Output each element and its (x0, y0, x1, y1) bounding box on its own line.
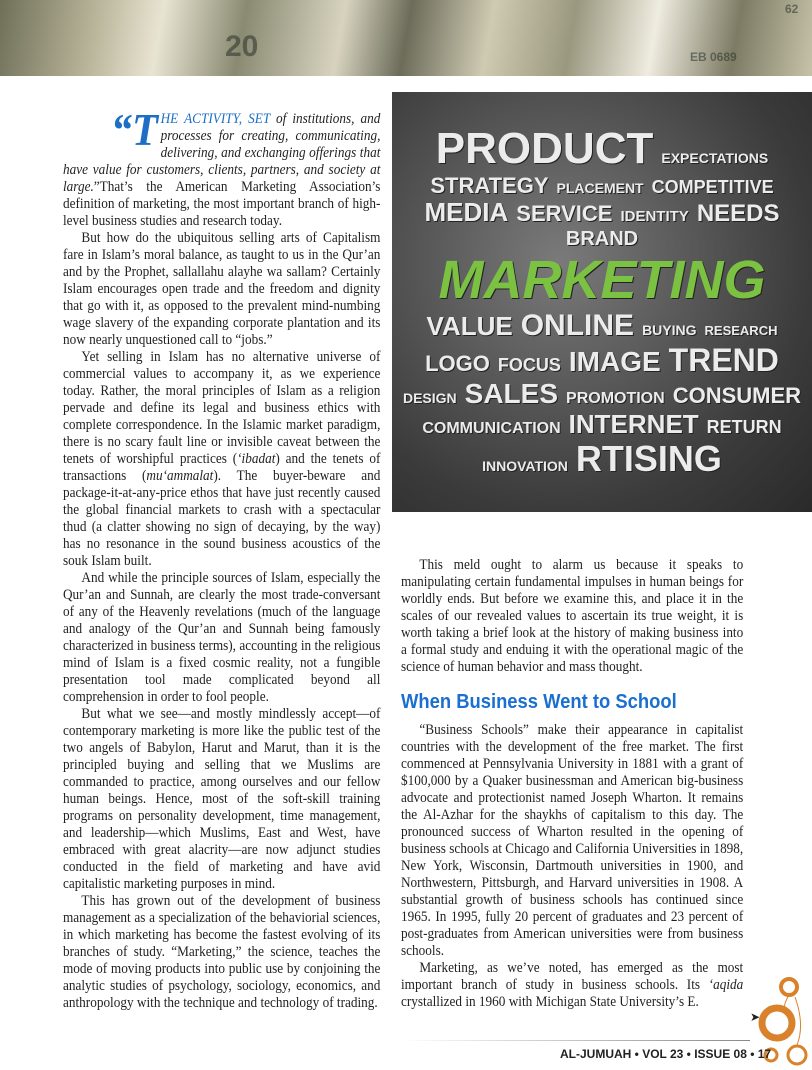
word: INNOVATION (482, 458, 568, 475)
bill-text: EB 0689 (690, 50, 737, 64)
paragraph (401, 960, 743, 1011)
text: ). The buyer-beware and package-it-at-any-price ethos that have just recently caused the global financial markets to crash with a spectacular thud (a clatter showing no sign of decaying, by the way) has no resonance in the sound business acoustics of the souk Islam built. (63, 468, 381, 569)
word: VALUE (426, 311, 513, 342)
text: ”That’s the American Marketing Association’s definition of marketing, the most important branch of high-level business studies and research today. (63, 179, 381, 229)
word: COMPETITIVE (651, 177, 774, 198)
paragraph (63, 104, 381, 230)
lead-caps: HE ACTIVITY, SET (160, 111, 270, 127)
paragraph: But how do the ubiquitous selling arts of Capitalism fare in Islam’s moral balance, as taught to us in the Qur’an and by the Prophet, sallallahu alayhe wa sallam? Certainly Islam encourages open trade and the freedom and dignity that go with it, as opposed to the prevalent mind-numbing wage slavery of the expanding corporate plantation and its now nearly unquestioned call to “jobs.” (63, 230, 381, 348)
drop-quote: “T (110, 104, 158, 155)
word: CONSUMER (672, 383, 802, 409)
word: SALES (464, 378, 559, 410)
word: EXPECTATIONS (661, 150, 769, 167)
bill-text: 20 (225, 30, 259, 63)
word-marketing: MARKETING (438, 249, 766, 310)
word: SERVICE (516, 201, 613, 227)
paragraph: And while the principle sources of Islam, especially the Qur’an and Sunnah, are clearly the most trade-conversant of any of the Heavenly revelations (much of the language and analogy of the Qur’an and Sunnah being famously characterized in business terms), accounting in the religious mind of Islam is a fixed cosmic reality, not a fungible presentation tool made complicated beyond all comprehension in order to fool people. (63, 570, 381, 705)
right-column (401, 557, 743, 1011)
left-column (63, 104, 381, 1012)
word: TREND (668, 341, 779, 378)
word: PROMOTION (566, 390, 665, 408)
text: Yet selling in Islam has no alternative universe of commercial values to accompany it, as we experience today. Rather, the moral principles of Islam as a religion pervade and define its legal and business ethics with complete correspondence. In the Islamic market paradigm, there is no scary fault line or invisible caveat between the tenets of worshipful practices ( (63, 349, 381, 467)
bill-text: 62 (785, 2, 799, 16)
word: RTISING (575, 438, 722, 480)
indent-spacer (63, 111, 111, 162)
word: RESEARCH (704, 323, 778, 339)
paragraph: But what we see—and mostly mindlessly accept—of contemporary marketing is more like the public test of the two angels of Babylon, Harut and Marut, than it is the principled buying and selling that we Muslims are commanded to practice, among ourselves and our fellow human beings. Hence, most of the soft-skill training programs on personality development, time management, and leadership—which Muslims, East and West, have embraced with great alacrity—are now adjunct studies conducted in the field of marketing and have avid capitalistic marketing purposes in mind. (63, 706, 381, 892)
word: IMAGE (568, 345, 661, 377)
paragraph: “Business Schools” make their appearance in capitalist countries with the development of the free market. The first commenced at Pennsylvania University in 1881 with a grant of $100,000 by a Quaker businessman and American big-business advocate and protectionist named Joseph Wharton. It remains the Al-Azhar for the shaykhs of capitalism to this day. The pronounced success of Wharton resulted in the opening of business schools at Chicago and California Universities in 1898, New York, Wisconsin, Dartmouth universities in 1900, and Northwestern, Pittsburgh, and Harvard universities in 1908. A substantial growth of business schools has continued since 1965. In 1995, fully 20 percent of graduates and 23 percent of post-graduates from American universities were from business schools. (401, 722, 744, 959)
word: PRODUCT (435, 124, 654, 174)
page-footer: AL-JUMUAH • VOL 23 • ISSUE 08 • 17 (560, 1047, 772, 1061)
word: STRATEGY (430, 173, 549, 199)
continue-arrow-icon: ➤ (750, 1010, 761, 1024)
text: crystallized in 1960 with Michigan State University’s E. (401, 994, 699, 1010)
term: mu‘ammalat (146, 468, 214, 484)
left-column-wrapper (63, 104, 381, 1012)
money-banner-image (0, 0, 812, 76)
word: BUYING (642, 322, 697, 339)
term: ‘aqida (708, 977, 744, 993)
section-heading: When Business Went to School (401, 691, 677, 713)
word: ONLINE (520, 309, 635, 343)
paragraph (63, 349, 380, 570)
text: ) and the tenets of transactions ( (63, 451, 381, 484)
footer-divider (400, 1040, 750, 1041)
marketing-word-cloud-image (392, 92, 812, 512)
paragraph: This has grown out of the development of business management as a specialization of the behaviorial sciences, in which marketing has become the fastest evolving of its branches of study. “Marketing,” the science, teaches the mode of moving products into public use by conjoining the analytic studies of psychology, sociology, economics, and anthropology with the technique and technology of trading. (63, 893, 381, 1011)
word: INTERNET (568, 408, 699, 439)
word: COMMUNICATION (422, 419, 561, 437)
word: LOGO (425, 350, 490, 376)
word: IDENTITY (620, 208, 689, 226)
lead-quote: of institutions, and processes for creating, communicating, delivering, and exchanging offerings that have value for customers, clients, partners, and society at large. (63, 111, 381, 195)
paragraph: This meld ought to alarm us because it speaks to manipulating certain fundamental impulses in human beings for worldly ends. But before we examine this, and place it in the scales of our revealed values to ascertain its true weight, it is worth taking a brief look at the history of making business into a formal study and enduing it with the operational magic of the science of human behavior and mass thought. (401, 557, 744, 675)
word: FOCUS (497, 354, 561, 375)
word: PLACEMENT (556, 180, 644, 197)
word: NEEDS (696, 200, 780, 228)
word: MEDIA (424, 197, 509, 228)
word: RETURN (706, 416, 782, 437)
word: DESIGN (402, 390, 457, 407)
term: ‘ibadat (237, 451, 276, 467)
text: Marketing, as we’ve noted, has emerged as the most important branch of study in business schools. Its (401, 960, 744, 993)
word: BRAND (565, 227, 639, 250)
right-column-wrapper (401, 557, 743, 1011)
